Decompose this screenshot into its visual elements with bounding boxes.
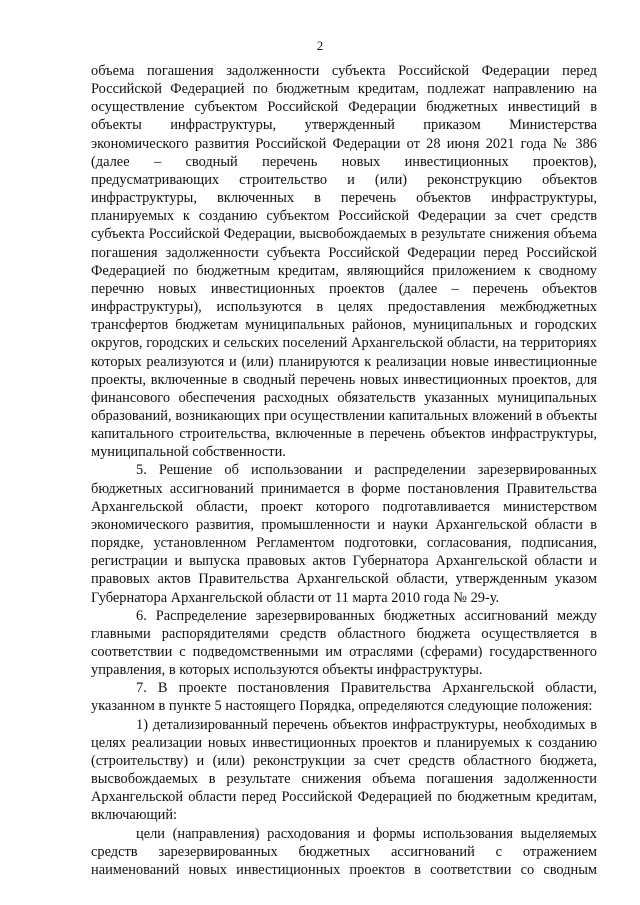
paragraph-item-5: 5. Решение об использовании и распределении зарезервированных бюджетных ассигнований принимается в форме постановления Правительства Архангельской области, проект которого подготавливается министерством экономического развития, промышленности и науки Архангельской области в порядке, установленном Регламентом подготовки, согласования, подписания, регистрации и выпуска правовых актов Губернатора Архангельской области и правовых актов Правительства Архангельской области, утвержденным указом Губернатора Архангельской области от 11 марта 2010 года № 29-у. <box>91 462 597 606</box>
paragraph-item-7-1-goals: цели (направления) расходования и формы использования выделяемых средств зарезервированных бюджетных ассигнований с отражением наименований новых инвестиционных проектов в соответствии со сводным <box>91 825 597 878</box>
document-body <box>91 62 597 879</box>
paragraph-item-7: 7. В проекте постановления Правительства Архангельской области, указанном в пункте 5 настоящего Порядка, определяются следующие положения: <box>91 680 597 715</box>
page-number: 2 <box>316 38 324 53</box>
paragraph-continued: объема погашения задолженности субъекта Российской Федерации перед Российской Федерацией по бюджетным кредитам, подлежат направлению на осуществление субъектом Российской Федерации бюджетных инвестиций в объекты инфраструктуры, утвержденный приказом Министерства экономического развития Российской Федерации от 28 июня 2021 года № 386 (далее – сводный перечень новых инвестиционных проектов), предусматривающих строительство и (или) реконструкцию объектов инфраструктуры, включенных в перечень объектов инфраструктуры, планируемых к созданию субъектом Российской Федерации за счет средств субъекта Российской Федерации, высвобождаемых в результате снижения объема погашения задолженности субъекта Российской Федерации перед Российской Федерацией по бюджетным кредитам, являющийся приложением к сводному перечню новых инвестиционных проектов (далее – перечень объектов инфраструктуры), используются в целях предоставления межбюджетных трансфертов бюджетам муниципальных районов, муниципальных и городских округов, городских и сельских поселений Архангельской области, на территориях которых реализуются и (или) планируются к реализации новые инвестиционные проекты, включенные в сводный перечень новых инвестиционных проектов, для финансового обеспечения расходных обязательств указанных муниципальных образований, возникающих при осуществлении капитальных вложений в объекты капитального строительства, включенные в перечень объектов инфраструктуры, муниципальной собственности. <box>91 63 597 461</box>
paragraph-item-6: 6. Распределение зарезервированных бюджетных ассигнований между главными распорядителями средств областного бюджета осуществляется в соответствии с подведомственными им отраслями (сферами) государственного управления, в которых используются объекты инфраструктуры. <box>91 607 597 679</box>
paragraph-item-7-1: 1) детализированный перечень объектов инфраструктуры, необходимых в целях реализации новых инвестиционных проектов и планируемых к созданию (строительству) и (или) реконструкции за счет средств областного бюджета, высвобождаемых в результате снижения объема погашения задолженности Архангельской области перед Российской Федерацией по бюджетным кредитам, включающий: <box>91 716 597 824</box>
